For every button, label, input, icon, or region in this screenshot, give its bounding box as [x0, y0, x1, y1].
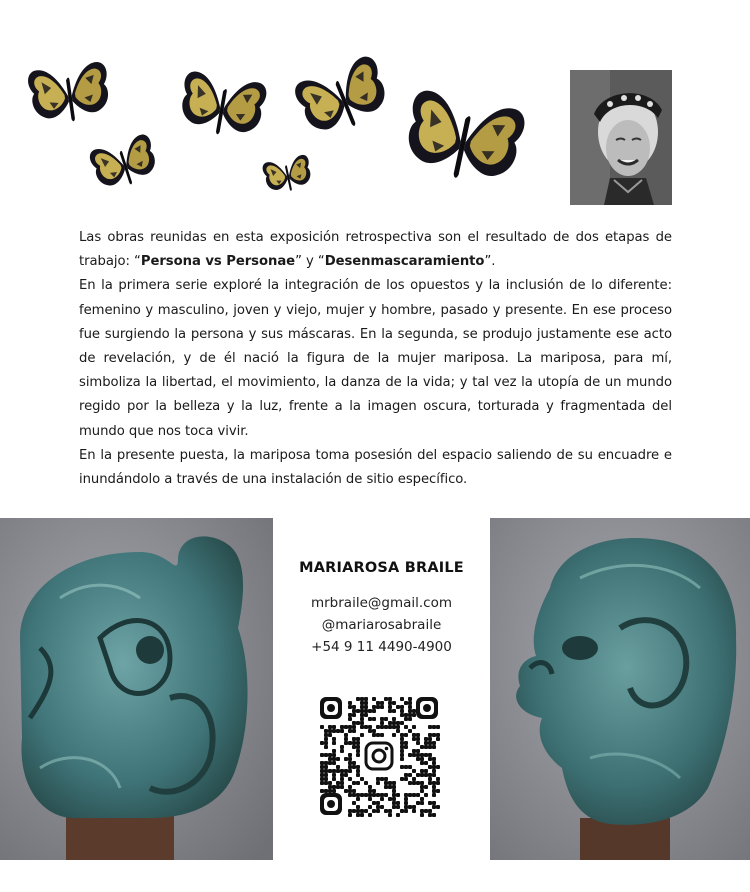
contact-card	[273, 560, 490, 658]
sculpture-photo-left	[0, 518, 273, 860]
intro-conn: ” y “	[295, 254, 325, 270]
qr-finder-top-left	[320, 697, 342, 719]
sculpture-photo-right	[490, 518, 750, 860]
qr-finder-top-right	[416, 697, 438, 719]
intro-end: ”.	[484, 254, 496, 270]
intro-text: Las obras reunidas en esta exposición retrospectiva son el resultado de dos etapas de trabajo: “	[79, 230, 672, 270]
series-title-1: Persona vs Personae	[140, 254, 296, 270]
intro-paragraph	[79, 226, 672, 274]
qr-finder-bottom-left	[320, 793, 342, 815]
statement-paragraph-2: En la presente puesta, la mariposa toma posesión del espacio saliendo de su encuadre e inundándolo a través de una instalación de sitio específico.	[79, 447, 672, 488]
instagram-handle[interactable]: @mariarosabraile	[321, 617, 442, 633]
instagram-icon	[362, 739, 396, 773]
exhibition-statement	[79, 226, 672, 492]
butterfly-image-1	[21, 50, 119, 141]
instagram-qr-code[interactable]	[318, 695, 440, 817]
butterfly-image-2	[82, 123, 169, 207]
artist-portrait-photo	[570, 70, 672, 205]
butterfly-image-5	[284, 43, 404, 157]
butterfly-image-6	[389, 72, 536, 212]
statement-paragraph-1: En la primera serie exploré la integración de los opuestos y la inclusión de lo diferente: femenino y masculino, joven y viejo, mujer y hombre, pasado y presente. En ese proceso fue surgiendo la persona y sus máscaras. En la segunda, se produjo justamente ese acto de revelación, y de él nació la figura de la mujer mariposa. La mariposa, para mí, simboliza la libertad, el movimiento, la danza de la vida; y tal vez la utopía de un mundo regido por la belleza y la luz, frente a la imagen oscura, torturada y fragmentada del mundo que nos toca vivir.	[79, 278, 672, 439]
butterfly-image-3	[169, 57, 275, 160]
artist-name: MARIAROSA BRAILE	[299, 560, 464, 576]
phone-number[interactable]: +54 9 11 4490-4900	[311, 639, 452, 655]
butterfly-image-4	[257, 145, 319, 207]
series-title-2: Desenmascaramiento	[324, 254, 485, 270]
email-link[interactable]: mrbraile@gmail.com	[310, 595, 453, 611]
